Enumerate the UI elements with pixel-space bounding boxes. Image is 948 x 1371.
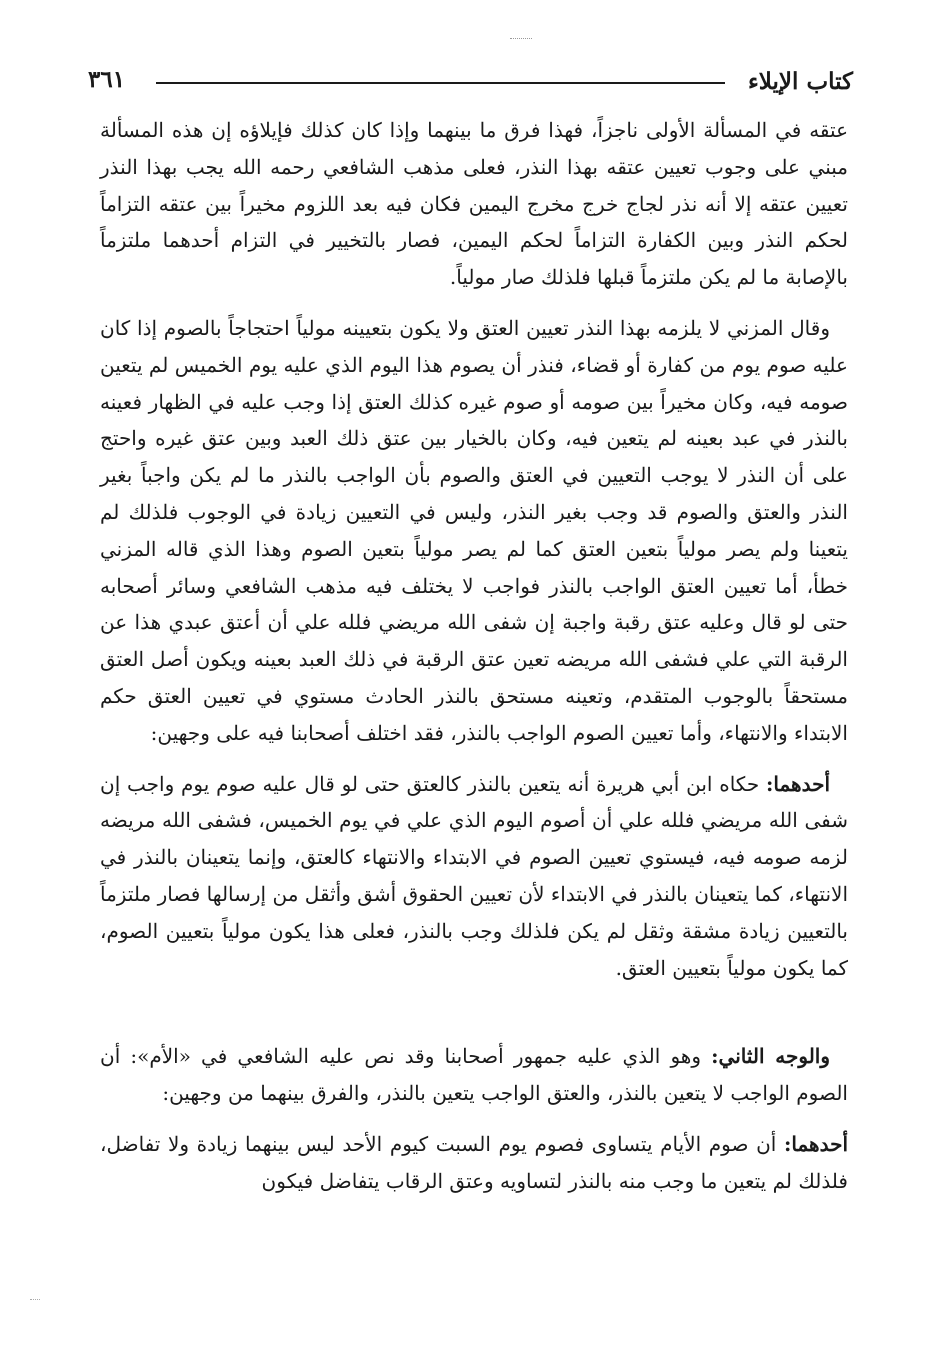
paragraph-3-text: حكاه ابن أبي هريرة أنه يتعين بالنذر كالعتق حتى لو قال عليه صوم يوم واجب إن شفى الله مريضي فلله علي أن أصوم اليوم الذي علي في يوم الخميس، فشفى الله مريضه لزمه صومه فيه، فيستوي تعيين الصوم في الابتداء والانتهاء كالعتق، وإنما يتعينان بالنذر في الانتهاء، كما يتعينان بالنذر في الابتداء لأن تعيين الحقوق أشق وأثقل من إرسالها فصار ملتزماً بالتعيين زيادة مشقة وثقل لم يكن فلذلك وجب بالنذر، فعلى هذا يكون مولياً بتعيين الصوم، كما يكون مولياً بتعيين العتق. <box>100 771 848 980</box>
chapter-title: كتاب الإيلاء <box>747 68 853 95</box>
paragraph-1-text: عتقه في المسألة الأولى ناجزاً، فهذا فرق ما بينهما وإذا كان كذلك فإيلاؤه إن هذه المسألة مبني على وجوب تعيين عتقه بهذا النذر، فعلى مذهب الشافعي رحمه الله يجب بهذا النذر تعيين عتقه إلا أنه نذر لجاج خرج مخرج اليمين فكان فيه بعد اللزوم مخيراً بين عتقه التزاماً لحكم النذر وبين الكفارة التزاماً لحكم اليمين، فصار بالتخيير في التزام أحدهما ملتزماً بالإصابة ما لم يكن ملتزماً قبلها فلذلك صار مولياً. <box>100 118 848 290</box>
top-dot-mark <box>510 38 532 43</box>
page-body <box>100 112 848 1200</box>
paragraph-5-lead: أحدهما: <box>784 1131 849 1156</box>
scan-margin-mark <box>30 1299 40 1300</box>
paragraph-2-text: وقال المزني لا يلزمه بهذا النذر تعيين العتق ولا يكون بتعيينه مولياً احتجاجاً بالصوم إذا كان عليه صوم يوم من كفارة أو قضاء، فنذر أن يصوم هذا اليوم الذي عليه يوم الخميس لم يتعين صومه فيه، وكان مخيراً بين صومه أو صوم غيره كذلك العتق إذا وجب عليه في الظهار فعينه بالنذر في عبد بعينه لم يتعين فيه، وكان بالخيار بين عتق ذلك العبد وبين عتق غيره واحتج على أن النذر لا يوجب التعيين في العتق والصوم بأن الواجب بالنذر ما لم يكن واجباً بغير النذر والعتق والصوم قد وجب بغير النذر، وليس في التعيين زيادة في الوجوب فلذلك لم يتعينا ولم يصر مولياً بتعين العتق كما لم يصر مولياً بتعين الصوم وهذا الذي قاله المزني خطأ، أما تعيين العتق الواجب بالنذر فواجب لا يختلف فيه مذهب الشافعي وسائر أصحابه حتى لو قال وعليه عتق رقبة واجبة إن شفى الله مريضي فلله علي أن أعتق عبدي هذا عن الرقبة التي علي فشفى الله مريضه تعين عتق الرقبة في ذلك العبد بعينه ويكون أصل العتق مستحقاً بالوجوب المتقدم، وتعينه مستحق بالنذر الحادث مستوي في تعيين العتق حكم الابتداء والانتهاء، وأما تعيين الصوم الواجب بالنذر، فقد اختلف أصحابنا فيه على وجهين: <box>100 315 848 745</box>
running-header <box>88 60 853 104</box>
page-number: ٣٦١ <box>88 66 126 93</box>
paragraph-4-text: وهو الذي عليه جمهور أصحابنا وقد نص عليه الشافعي في «الأم»: أن الصوم الواجب لا يتعين بالنذر، والعتق الواجب يتعين بالنذر، والفرق بينهما من وجهين: <box>100 1044 848 1106</box>
paragraph-4-lead: والوجه الثاني: <box>711 1044 830 1069</box>
header-rule <box>156 82 725 84</box>
paragraph-2 <box>100 310 848 752</box>
paragraph-3-lead: أحدهما: <box>766 771 831 796</box>
paragraph-1 <box>100 112 848 296</box>
paragraph-3 <box>100 766 848 987</box>
paragraph-5-text: أن صوم الأيام يتساوى فصوم يوم السبت كيوم الأحد ليس بينهما زيادة ولا تفاضل، فلذلك لم يتعين ما وجب منه بالنذر لتساويه وعتق الرقاب يتفاضل فيكون <box>100 1131 848 1193</box>
paragraph-4 <box>100 1038 848 1112</box>
paragraph-5 <box>100 1126 848 1200</box>
